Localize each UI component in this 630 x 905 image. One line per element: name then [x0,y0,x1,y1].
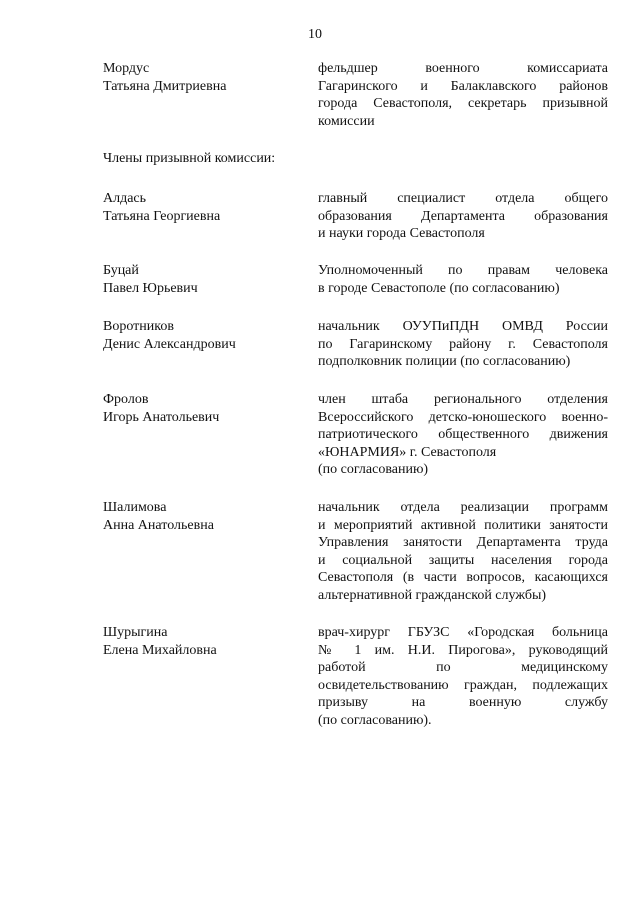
role-line: № 1 им. Н.И. Пирогова», руководящий [318,642,608,658]
role-line: подполковник полиции (по согласованию) [318,354,571,369]
role-line: начальник ОУУПиПДН ОМВД России [318,319,608,334]
member-given-names: Татьяна Георгиевна [103,208,221,224]
role-line: по Гагаринскому району г. Севастополя [318,336,608,352]
role-line: освидетельствованию граждан, подлежащих [318,677,608,693]
member-name [103,262,303,297]
role-line: патриотического общественного движения [318,427,608,442]
member-role [318,624,608,729]
member-given-names: Елена Михайловна [103,642,217,658]
member-surname: Воротников [103,319,174,334]
member-role [318,262,608,297]
role-line: призыву на военную службу [318,695,608,710]
role-line: Всероссийского детско-юношеского военно- [318,409,608,425]
member-given-names: Игорь Анатольевич [103,409,220,425]
secretary-role [318,60,608,130]
secretary-given-names: Татьяна Дмитриевна [103,78,227,94]
member-surname: Алдась [103,191,147,206]
member-given-names: Денис Александрович [103,336,236,352]
member-name [103,190,303,225]
role-line: и социальной защиты населения города [318,552,608,568]
role-line: Управления занятости Департамента труда [318,535,608,550]
role-line: образования Департамента образования [318,208,608,224]
member-role [318,318,608,371]
member-name [103,391,303,426]
role-line: главный специалист отдела общего [318,191,608,206]
role-line: комиссии [318,113,375,129]
role-line: и мероприятий активной политики занятости [318,517,608,533]
role-line: Гагаринского и Балаклавского районов [318,78,608,94]
member-name [103,318,303,353]
member-surname: Шалимова [103,500,167,515]
role-line: города Севастополя, секретарь призывной [318,96,608,111]
role-line: фельдшер военного комиссариата [318,61,608,76]
member-given-names: Анна Анатольевна [103,517,214,533]
role-line: работой по медицинскому [318,660,608,675]
member-name [103,624,303,659]
role-line: «ЮНАРМИЯ» г. Севастополя [318,444,497,460]
member-role [318,190,608,243]
role-line: (по согласованию). [318,712,432,728]
role-line: в городе Севастополе (по согласованию) [318,280,560,296]
secretary-name [103,60,303,95]
member-role [318,391,608,479]
member-role [318,499,608,604]
role-line: (по согласованию) [318,462,429,477]
members-heading: Члены призывной комиссии: [103,151,276,166]
member-surname: Шурыгина [103,625,168,640]
role-line: начальник отдела реализации программ [318,500,608,515]
page-number: 10 [308,27,322,42]
role-line: Севастополя (в части вопросов, касающихся [318,570,608,585]
role-line: Уполномоченный по правам человека [318,263,608,278]
member-given-names: Павел Юрьевич [103,280,198,296]
secretary-surname: Мордус [103,61,150,76]
role-line: и науки города Севастополя [318,226,485,241]
member-name [103,499,303,534]
role-line: член штаба регионального отделения [318,392,608,407]
member-surname: Фролов [103,392,149,407]
member-surname: Буцай [103,263,139,278]
role-line: врач-хирург ГБУЗС «Городская больница [318,625,608,640]
role-line: альтернативной гражданской службы) [318,587,547,603]
